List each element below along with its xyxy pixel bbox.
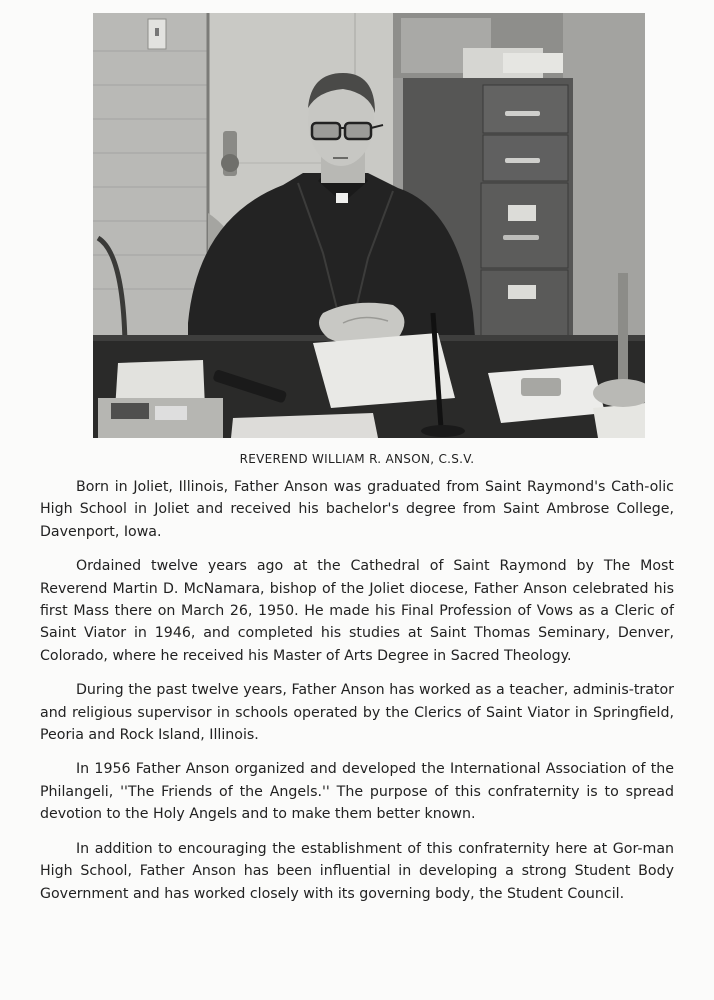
paragraph-philangeli: In 1956 Father Anson organized and developed the International Association of the Philangeli, ''The Friends of the Angels.'' The purpose of this confraternity is to spread devotion to the Holy Angels and to make them better known. <box>40 761 674 823</box>
paragraph-career: During the past twelve years, Father Anson has worked as a teacher, adminis-trator and religious supervisor in schools operated by the Clerics of Saint Viator in Springfield, Peoria and Rock Island, Illinois. <box>40 682 674 744</box>
biography-text <box>40 476 674 905</box>
paragraph-ordination: Ordained twelve years ago at the Cathedral of Saint Raymond by The Most Reverend Martin D. McNamara, bishop of the Joliet diocese, Father Anson celebrated his first Mass there on March 26, 1950. He made his Final Profession of Vows as a Cleric of Saint Viator in 1946, and completed his studies at Saint Thomas Seminary, Denver, Colorado, where he received his Master of Arts Degree in Sacred Theology. <box>40 558 674 664</box>
portrait-photo <box>93 13 645 438</box>
photo-caption: REVEREND WILLIAM R. ANSON, C.S.V. <box>239 452 475 466</box>
paragraph-birth-education: Born in Joliet, Illinois, Father Anson was graduated from Saint Raymond's Cath-olic High School in Joliet and received his bachelor's degree from Saint Ambrose College, Davenport, Iowa. <box>40 479 674 540</box>
paragraph-student-government: In addition to encouraging the establishment of this confraternity here at Gor-man High School, Father Anson has been influential in developing a strong Student Body Government and has worked closely with its governing body, the Student Council. <box>40 840 674 902</box>
